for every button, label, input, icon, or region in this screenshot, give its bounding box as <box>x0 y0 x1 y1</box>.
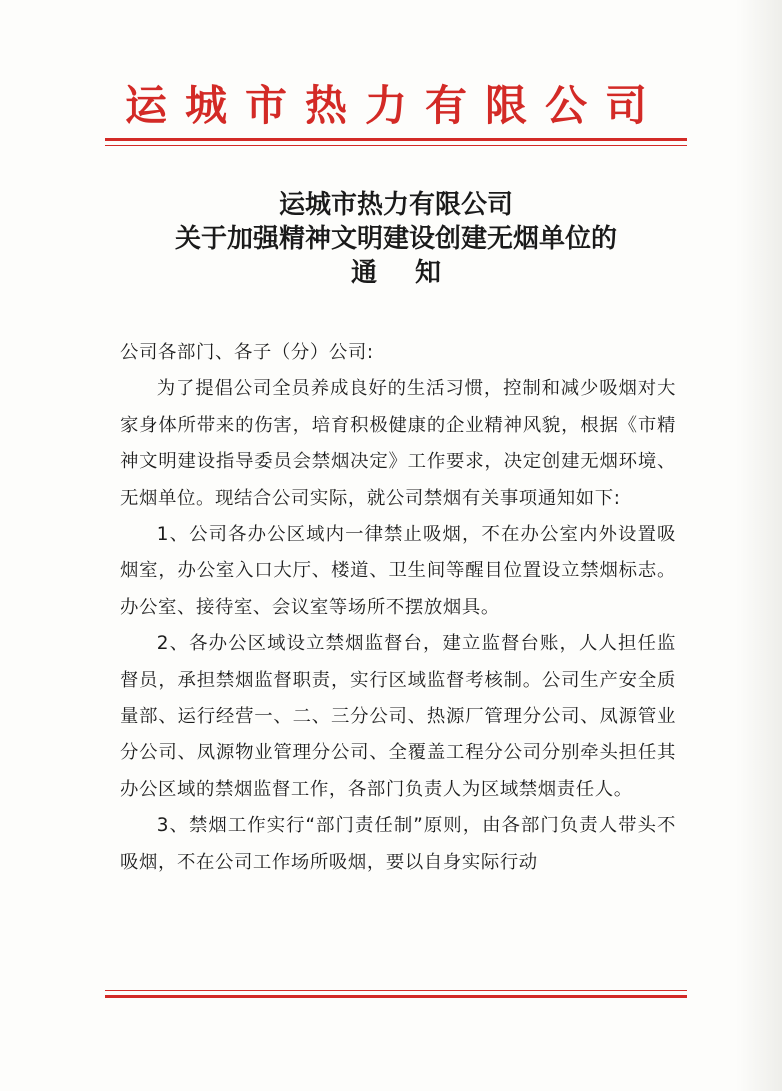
paragraph-item-3: 3、禁烟工作实行“部门责任制”原则，由各部门负责人带头不吸烟，不在公司工作场所吸烟，要以自身实际行动 <box>120 815 676 873</box>
letterhead-company-name: 运城市热力有限公司 <box>124 81 665 130</box>
letterhead-rule-thin <box>105 145 687 146</box>
notice-title-line-1: 运城市热力有限公司 <box>278 190 513 220</box>
paragraph-item-1: 1、公司各办公区域内一律禁止吸烟，不在办公室内外设置吸烟室，办公室入口大厅、楼道、卫生间等醒目位置设立禁烟标志。办公室、接待室、会议室等场所不摆放烟具。 <box>120 524 676 618</box>
salutation: 公司各部门、各子（分）公司: <box>120 342 374 363</box>
footer-rule-thin <box>105 990 687 991</box>
notice-title-line-3: 通知 <box>350 258 479 288</box>
paragraph-intro: 为了提倡公司全员养成良好的生活习惯，控制和减少吸烟对大家身体所带来的伤害，培育积极健康的企业精神风貌，根据《市精神文明建设指导委员会禁烟决定》工作要求，决定创建无烟环境、无烟单位。现结合公司实际，就公司禁烟有关事项通知如下: <box>120 378 676 509</box>
notice-body <box>120 335 676 881</box>
scan-edge-shadow <box>736 0 782 1091</box>
footer-rule-thick <box>105 995 687 998</box>
paragraph-item-2: 2、各办公区域设立禁烟监督台，建立监督台账，人人担任监督员，承担禁烟监督职责，实行区域监督考核制。公司生产安全质量部、运行经营一、二、三分公司、热源厂管理分公司、凤源管业分公司、凤源物业管理分公司、全覆盖工程分公司分别牵头担任其办公区域的禁烟监督工作，各部门负责人为区域禁烟责任人。 <box>120 633 676 800</box>
notice-title-line-2: 关于加强精神文明建设创建无烟单位的 <box>174 224 617 254</box>
letterhead-rule-thick <box>105 138 687 141</box>
